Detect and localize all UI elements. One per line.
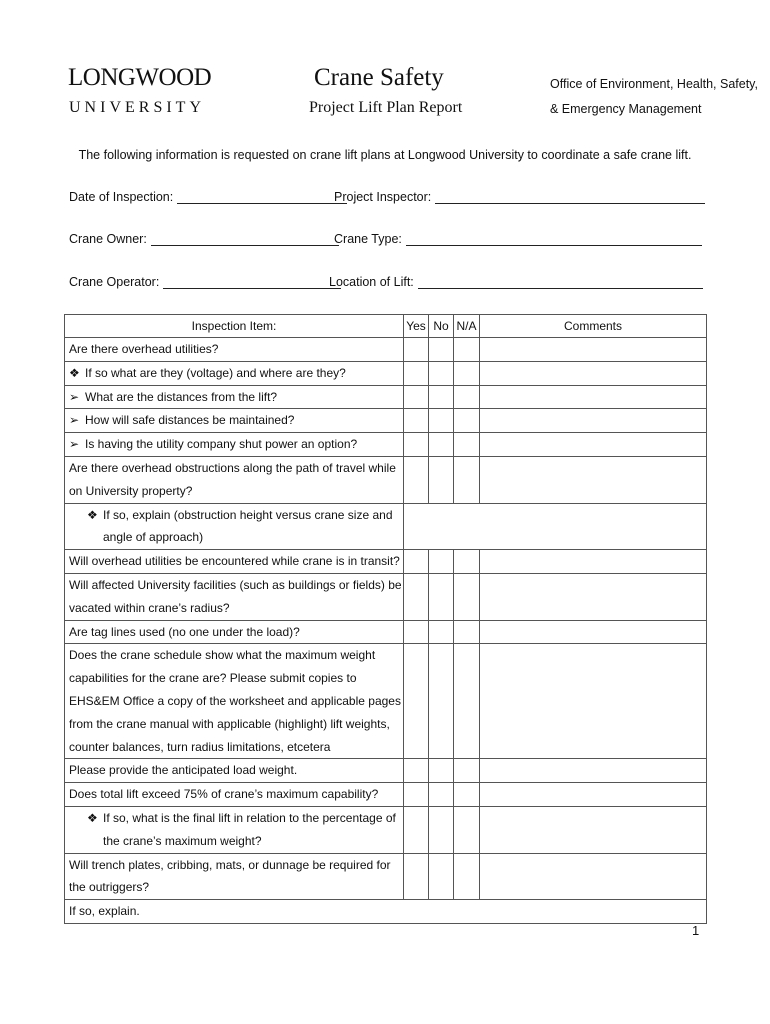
crane-operator-line[interactable] <box>163 276 341 289</box>
yes-cell[interactable] <box>404 409 429 433</box>
document-title: Crane Safety <box>314 64 444 91</box>
table-row <box>65 361 707 385</box>
table-row <box>65 783 707 807</box>
no-cell[interactable] <box>429 456 454 503</box>
item-text[interactable]: If so, explain. <box>65 900 707 924</box>
crane-operator-field[interactable] <box>69 275 341 289</box>
table-header-row <box>65 315 707 338</box>
item-text: ❖ If so, explain (obstruction height versus crane size and angle of approach) <box>65 503 404 550</box>
diamond-bullet-icon: ❖ <box>69 365 80 380</box>
table-row <box>65 409 707 433</box>
location-of-lift-field[interactable] <box>329 275 703 289</box>
item-text: ➢ How will safe distances be maintained? <box>65 409 404 433</box>
yes-cell[interactable] <box>404 338 429 362</box>
header-comments: Comments <box>480 315 707 338</box>
table-row <box>65 385 707 409</box>
no-cell[interactable] <box>429 573 454 620</box>
location-of-lift-label: Location of Lift: <box>329 275 414 289</box>
crane-type-line[interactable] <box>406 233 702 246</box>
yes-cell[interactable] <box>404 433 429 457</box>
no-cell[interactable] <box>429 644 454 759</box>
table-row <box>65 759 707 783</box>
item-text: ❖ If so, what is the final lift in relation to the percentage of the crane’s maximum weight? <box>65 806 404 853</box>
office-name-line2: & Emergency Management <box>550 102 702 116</box>
item-text: Will overhead utilities be encountered while crane is in transit? <box>65 550 404 574</box>
comments-cell[interactable] <box>480 338 707 362</box>
arrow-bullet-icon: ➢ <box>69 437 80 452</box>
table-row <box>65 456 707 503</box>
crane-owner-line[interactable] <box>151 233 339 246</box>
comments-cell[interactable] <box>480 783 707 807</box>
page-number: 1 <box>692 923 700 938</box>
comments-cell[interactable] <box>480 456 707 503</box>
table-row <box>65 900 707 924</box>
location-of-lift-line[interactable] <box>418 276 703 289</box>
na-cell[interactable] <box>454 759 480 783</box>
crane-type-field[interactable] <box>334 232 702 246</box>
header-no: No <box>429 315 454 338</box>
item-text: Please provide the anticipated load weight. <box>65 759 404 783</box>
item-text: Are there overhead obstructions along the path of travel while on University property? <box>65 456 404 503</box>
comments-cell[interactable] <box>480 759 707 783</box>
date-of-inspection-label: Date of Inspection: <box>69 190 174 204</box>
no-cell[interactable] <box>429 361 454 385</box>
item-text: Will affected University facilities (such as buildings or fields) be vacated within crane’s radius? <box>65 573 404 620</box>
no-cell[interactable] <box>429 853 454 900</box>
yes-cell[interactable] <box>404 361 429 385</box>
comments-cell[interactable] <box>480 806 707 853</box>
yes-cell[interactable] <box>404 385 429 409</box>
project-inspector-label: Project Inspector: <box>334 190 432 204</box>
na-cell[interactable] <box>454 385 480 409</box>
no-cell[interactable] <box>429 385 454 409</box>
yes-cell[interactable] <box>404 759 429 783</box>
inspection-table <box>64 314 707 924</box>
intro-text: The following information is requested on crane lift plans at Longwood University to coordinate a safe crane lift. <box>78 148 692 162</box>
diamond-bullet-icon: ❖ <box>87 810 98 825</box>
crane-operator-label: Crane Operator: <box>69 275 160 289</box>
no-cell[interactable] <box>429 759 454 783</box>
yes-cell[interactable] <box>404 644 429 759</box>
table-row <box>65 573 707 620</box>
na-cell[interactable] <box>454 361 480 385</box>
project-inspector-field[interactable] <box>334 190 705 204</box>
na-cell[interactable] <box>454 550 480 574</box>
header-na: N/A <box>454 315 480 338</box>
na-cell[interactable] <box>454 853 480 900</box>
crane-owner-field[interactable] <box>69 232 339 246</box>
no-cell[interactable] <box>429 409 454 433</box>
no-cell[interactable] <box>429 806 454 853</box>
office-name-line1: Office of Environment, Health, Safety, <box>550 77 758 91</box>
date-of-inspection-field[interactable] <box>69 190 347 204</box>
yes-cell[interactable] <box>404 620 429 644</box>
no-cell[interactable] <box>429 433 454 457</box>
comments-cell[interactable] <box>480 385 707 409</box>
na-cell[interactable] <box>454 620 480 644</box>
item-text: ➢ What are the distances from the lift? <box>65 385 404 409</box>
yes-cell[interactable] <box>404 550 429 574</box>
na-cell[interactable] <box>454 433 480 457</box>
table-row <box>65 338 707 362</box>
comments-cell[interactable] <box>480 853 707 900</box>
header-yes: Yes <box>404 315 429 338</box>
na-cell[interactable] <box>454 783 480 807</box>
crane-type-label: Crane Type: <box>334 232 402 246</box>
arrow-bullet-icon: ➢ <box>69 413 80 428</box>
comments-cell[interactable] <box>480 361 707 385</box>
item-text: Will trench plates, cribbing, mats, or dunnage be required for the outriggers? <box>65 853 404 900</box>
header-inspection-item: Inspection Item: <box>65 315 404 338</box>
na-cell[interactable] <box>454 573 480 620</box>
na-cell[interactable] <box>454 806 480 853</box>
no-cell[interactable] <box>429 550 454 574</box>
na-cell[interactable] <box>454 456 480 503</box>
yes-cell[interactable] <box>404 573 429 620</box>
na-cell[interactable] <box>454 644 480 759</box>
na-cell[interactable] <box>454 338 480 362</box>
comments-cell[interactable] <box>480 620 707 644</box>
yes-cell[interactable] <box>404 783 429 807</box>
no-cell[interactable] <box>429 620 454 644</box>
yes-cell[interactable] <box>404 853 429 900</box>
table-row <box>65 620 707 644</box>
item-text: Does the crane schedule show what the maximum weight capabilities for the crane are? Please submit copies to EHS&EM Office a copy of the worksheet and applicable pages from the crane manual with applicable (highlight) lift weights, counter balances, turn radius limitations, etcetera <box>65 644 404 759</box>
logo-university: UNIVERSITY <box>69 99 205 116</box>
yes-cell[interactable] <box>404 806 429 853</box>
na-cell[interactable] <box>454 409 480 433</box>
item-text: ➢ Is having the utility company shut power an option? <box>65 433 404 457</box>
no-cell[interactable] <box>429 783 454 807</box>
item-text: Are tag lines used (no one under the load)? <box>65 620 404 644</box>
table-row <box>65 644 707 759</box>
diamond-bullet-icon: ❖ <box>87 507 98 522</box>
explain-cell[interactable] <box>404 503 707 550</box>
no-cell[interactable] <box>429 338 454 362</box>
table-row <box>65 806 707 853</box>
date-of-inspection-line[interactable] <box>177 191 347 204</box>
arrow-bullet-icon: ➢ <box>69 389 80 404</box>
comments-cell[interactable] <box>480 644 707 759</box>
table-row <box>65 503 707 550</box>
item-text: Does total lift exceed 75% of crane’s maximum capability? <box>65 783 404 807</box>
logo-wordmark: LONGWOOD <box>68 64 212 91</box>
comments-cell[interactable] <box>480 550 707 574</box>
comments-cell[interactable] <box>480 409 707 433</box>
document-subtitle: Project Lift Plan Report <box>309 99 463 116</box>
item-text: Are there overhead utilities? <box>65 338 404 362</box>
comments-cell[interactable] <box>480 573 707 620</box>
table-row <box>65 550 707 574</box>
table-row <box>65 433 707 457</box>
item-text: ❖ If so what are they (voltage) and where are they? <box>65 361 404 385</box>
yes-cell[interactable] <box>404 456 429 503</box>
comments-cell[interactable] <box>480 433 707 457</box>
crane-owner-label: Crane Owner: <box>69 232 147 246</box>
project-inspector-line[interactable] <box>435 191 705 204</box>
table-row <box>65 853 707 900</box>
